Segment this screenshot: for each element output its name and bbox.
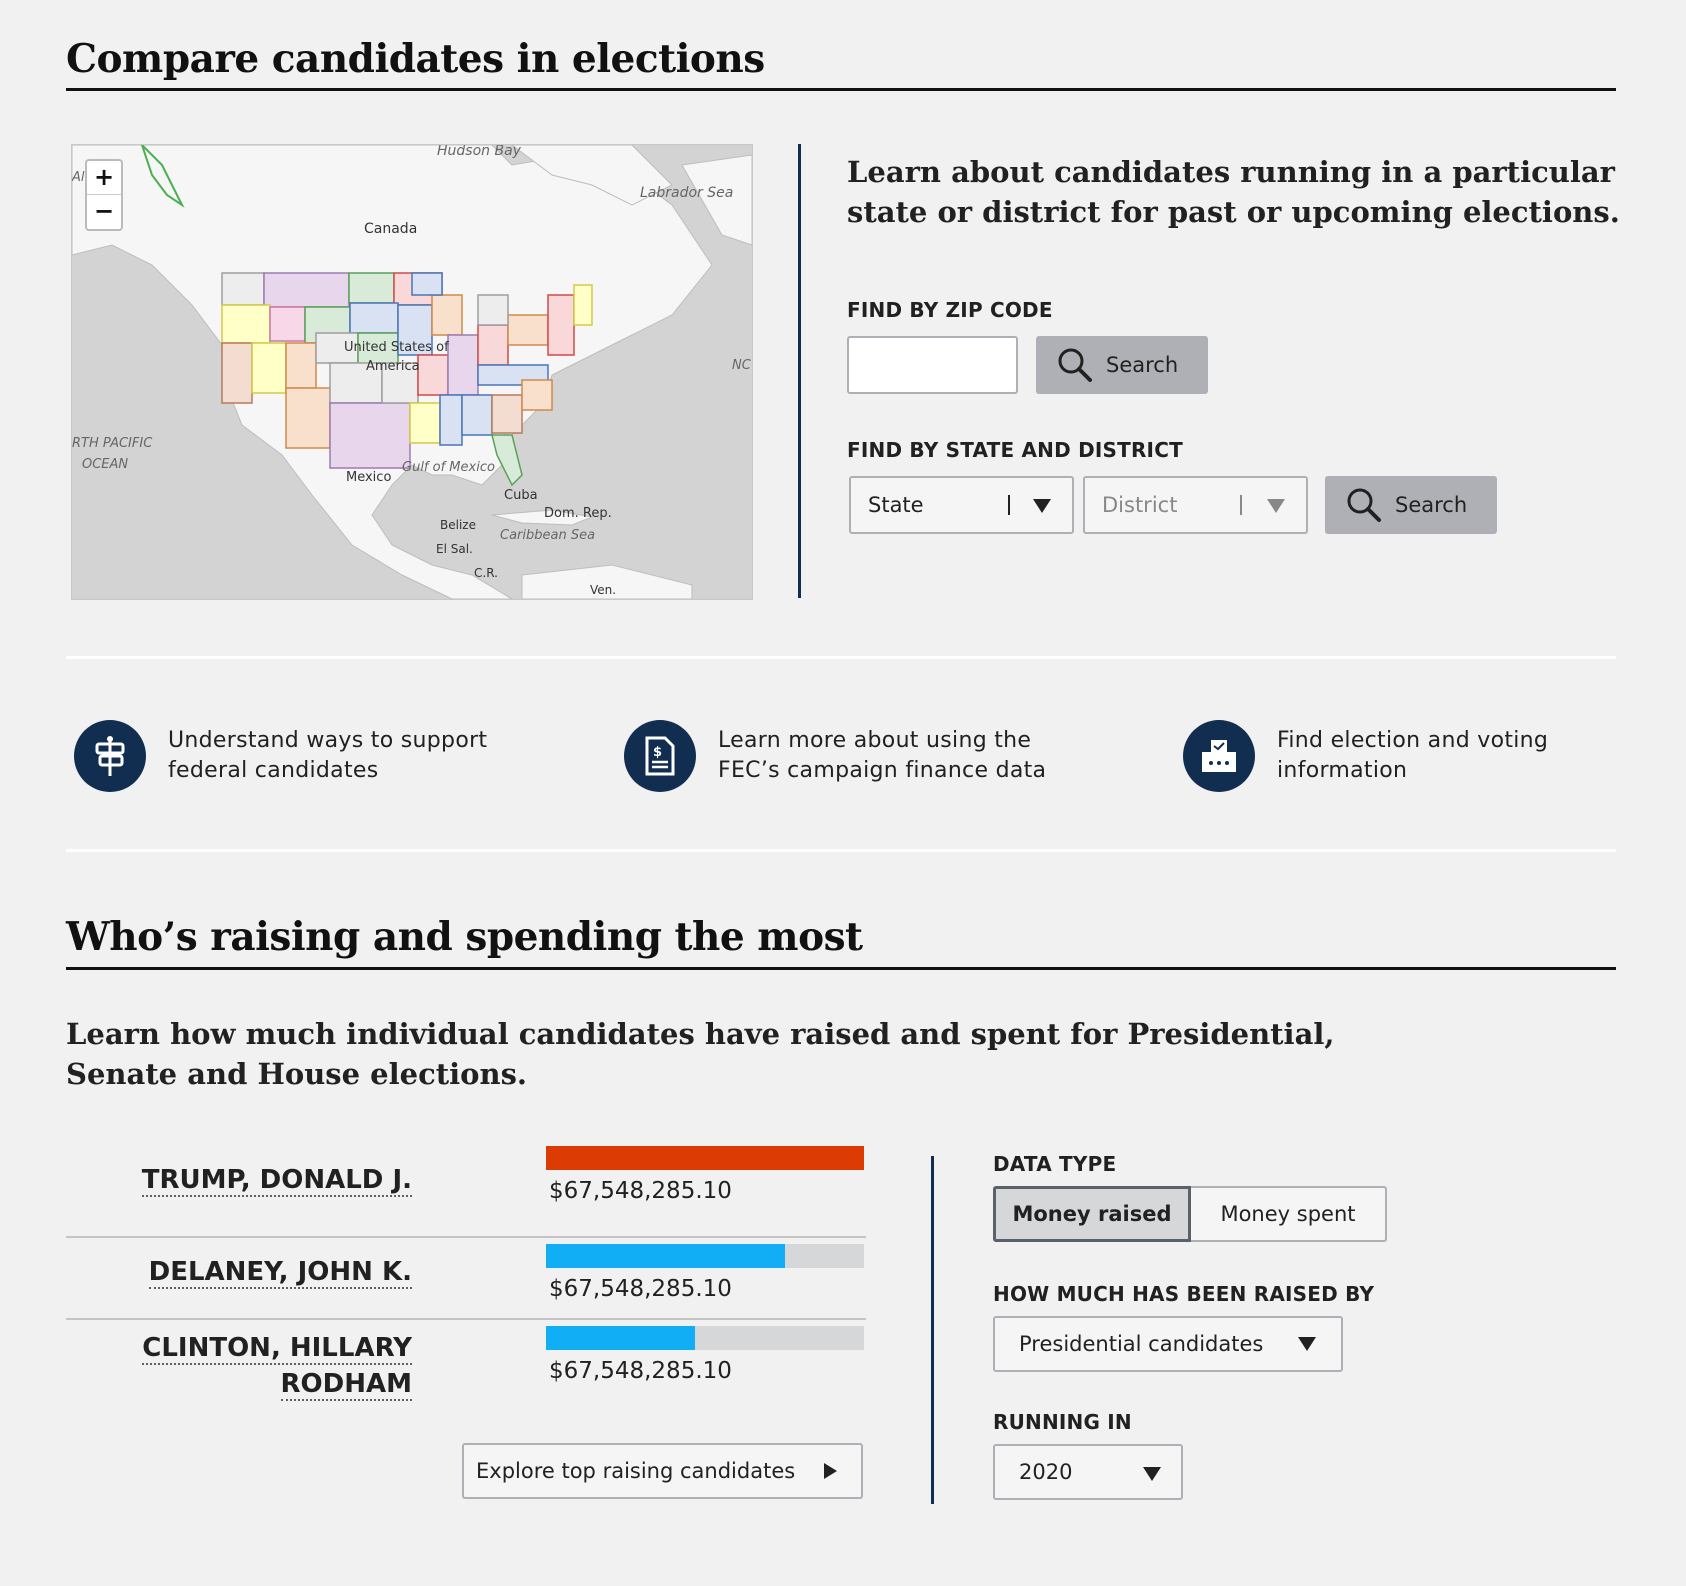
zip-search-button[interactable]: [1036, 336, 1208, 394]
election-map[interactable]: [71, 144, 753, 600]
zoom-in-button[interactable]: +: [87, 161, 121, 195]
heading-rule: [66, 967, 1616, 970]
candidate-name[interactable]: [66, 1162, 412, 1198]
map-label-usa-1: United States of: [344, 340, 449, 355]
compare-intro: Learn about candidates running in a particular state or district for past or upcoming elections.: [847, 155, 1620, 229]
raising-intro: [66, 1014, 1334, 1094]
map-svg[interactable]: [72, 145, 752, 599]
state-select-value: State: [868, 493, 924, 517]
chevron-down-icon: [1267, 499, 1285, 513]
map-label-pacific-2: OCEAN: [82, 457, 129, 472]
play-arrow-icon: [824, 1463, 837, 1479]
zip-label: FIND BY ZIP CODE: [847, 298, 1053, 322]
map-label-al: Al: [72, 170, 85, 185]
select-separator: [1008, 495, 1010, 515]
chevron-down-icon: [1298, 1337, 1316, 1351]
document-dollar-icon: [624, 720, 696, 792]
raised-by-label: HOW MUCH HAS BEEN RAISED BY: [993, 1282, 1375, 1306]
data-type-label: DATA TYPE: [993, 1152, 1117, 1176]
bar: [546, 1146, 864, 1170]
map-label-pacific-1: RTH PACIFIC: [72, 436, 153, 451]
raising-intro-line-2: Senate and House elections.: [66, 1057, 527, 1091]
feature-line-1: Find election and voting: [1277, 728, 1549, 753]
zip-input[interactable]: [847, 336, 1018, 394]
map-label-mexico: Mexico: [346, 470, 392, 485]
feature-line-2: information: [1277, 758, 1408, 783]
feature-campaign-finance-data[interactable]: [624, 718, 1084, 794]
feature-line-1: Learn more about using the: [718, 728, 1032, 753]
map-label-ven: Ven.: [590, 583, 617, 597]
zip-search-label: Search: [1106, 353, 1179, 377]
map-zoom-control: [85, 159, 123, 231]
divider: [66, 656, 1616, 659]
feature-support-candidates[interactable]: [74, 718, 534, 794]
candidate-name-line[interactable]: RODHAM: [280, 1369, 412, 1399]
money-spent-toggle[interactable]: Money spent: [1191, 1186, 1387, 1242]
feature-line-2: FEC’s campaign finance data: [718, 758, 1047, 783]
map-label-usa-2: America: [366, 359, 420, 374]
candidate-name-line[interactable]: DELANEY, JOHN K.: [148, 1257, 412, 1287]
map-label-labrador: Labrador Sea: [640, 185, 734, 201]
candidate-name-line[interactable]: TRUMP, DONALD J.: [141, 1165, 412, 1195]
raised-by-value: Presidential candidates: [1019, 1332, 1264, 1356]
search-icon: [1056, 346, 1094, 384]
map-label-nc: NC: [732, 358, 751, 373]
map-label-cuba: Cuba: [504, 488, 538, 503]
raising-heading: Who’s raising and spending the most: [66, 914, 863, 960]
bar-value-label: $67,548,285.10: [549, 1358, 732, 1384]
feature-text: [1277, 726, 1548, 786]
section-divider: [798, 144, 801, 598]
map-label-domrep: Dom. Rep.: [544, 506, 612, 521]
state-district-search-button[interactable]: [1325, 476, 1497, 534]
sd-search-label: Search: [1395, 493, 1468, 517]
svg-text:$: $: [653, 745, 663, 760]
bar: [546, 1326, 695, 1350]
search-icon: [1345, 486, 1383, 524]
district-select-value: District: [1102, 493, 1178, 517]
map-label-gulf: Gulf of Mexico: [402, 460, 495, 475]
row-separator: [66, 1318, 866, 1320]
candidate-name-line[interactable]: CLINTON, HILLARY: [142, 1333, 412, 1363]
chevron-down-icon: [1143, 1467, 1161, 1481]
chevron-down-icon: [1033, 499, 1051, 513]
raised-by-select[interactable]: [993, 1316, 1343, 1372]
map-label-cr: C.R.: [474, 566, 498, 580]
bar: [546, 1244, 785, 1268]
state-select[interactable]: [849, 476, 1074, 534]
district-select[interactable]: [1083, 476, 1308, 534]
map-label-canada: Canada: [364, 221, 418, 237]
chart-divider: [931, 1156, 934, 1504]
explore-top-raising-button[interactable]: [462, 1443, 863, 1499]
money-raised-toggle[interactable]: Money raised: [993, 1186, 1191, 1242]
ballot-box-icon: [1183, 720, 1255, 792]
state-district-label: FIND BY STATE AND DISTRICT: [847, 438, 1183, 462]
running-in-value: 2020: [1019, 1460, 1073, 1484]
running-in-select[interactable]: [993, 1444, 1183, 1500]
bar-value-label: $67,548,285.10: [549, 1276, 732, 1302]
feature-text: [718, 726, 1046, 786]
running-in-label: RUNNING IN: [993, 1410, 1132, 1434]
map-label-hudson: Hudson Bay: [437, 145, 521, 159]
signpost-icon: [74, 720, 146, 792]
candidate-name[interactable]: [66, 1330, 412, 1402]
feature-election-voting-info[interactable]: [1183, 718, 1643, 794]
bar-value-label: $67,548,285.10: [549, 1178, 732, 1204]
explore-label: Explore top raising candidates: [476, 1459, 796, 1483]
compare-heading: Compare candidates in elections: [66, 36, 765, 82]
select-separator: [1240, 495, 1242, 515]
raising-intro-line-1: Learn how much individual candidates have raised and spent for Presidential,: [66, 1017, 1335, 1051]
heading-rule: [66, 88, 1616, 91]
candidates-chart: [66, 1146, 866, 1436]
map-label-belize: Belize: [440, 518, 476, 532]
row-separator: [66, 1236, 866, 1238]
zoom-out-button[interactable]: −: [93, 197, 115, 225]
map-label-elsal: El Sal.: [436, 542, 473, 556]
feature-text: [168, 726, 487, 786]
divider: [66, 849, 1616, 852]
candidate-name[interactable]: [66, 1254, 412, 1290]
feature-line-2: federal candidates: [168, 758, 379, 783]
data-type-toggle: [993, 1186, 1387, 1242]
map-label-caribbean: Caribbean Sea: [500, 528, 596, 543]
feature-line-1: Understand ways to support: [168, 728, 488, 753]
